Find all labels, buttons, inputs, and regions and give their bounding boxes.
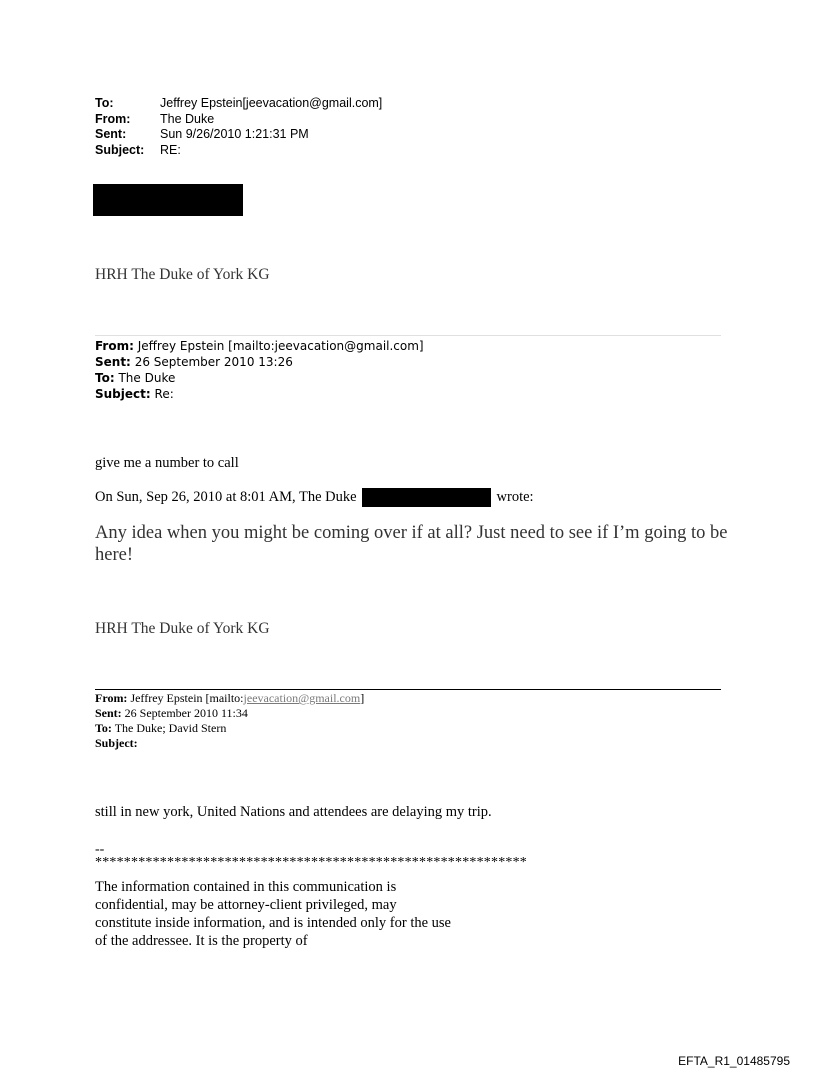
reply-1-to-row (95, 370, 424, 386)
reply-2-from-row (95, 691, 364, 706)
quote-intro-suffix: wrote: (496, 489, 534, 505)
reply-2-to-row (95, 721, 364, 736)
header-from-row (95, 112, 382, 128)
divider-light (95, 335, 721, 336)
reply-1-header (95, 338, 424, 402)
reply-2-subject-label: Subject: (95, 736, 138, 750)
to-label: To: (95, 96, 114, 110)
from-value: The Duke (160, 111, 215, 126)
reply-2-to-value: The Duke; David Stern (114, 721, 227, 735)
reply-2-from-suffix: ] (360, 691, 365, 705)
reply-1-subject-value: Re: (154, 387, 174, 401)
signature-1: HRH The Duke of York KG (95, 266, 270, 283)
signature-dashes: -- (95, 842, 105, 857)
redaction-block (93, 184, 243, 216)
reply-1-subject-label: Subject: (95, 387, 151, 401)
to-value: Jeffrey Epstein[jeevacation@gmail.com] (160, 96, 383, 110)
reply-2-from-label: From: (95, 691, 128, 705)
subject-label: Subject: (95, 142, 145, 157)
reply-2-sent-row (95, 706, 364, 721)
document-id: EFTA_R1_01485795 (678, 1054, 790, 1068)
reply-1-sent-value: 26 September 2010 13:26 (134, 355, 293, 369)
reply-2-email-link[interactable]: jeevacation@gmail.com (243, 691, 361, 705)
quote-intro (95, 488, 534, 507)
quoted-message: Any idea when you might be coming over if at all? Just need to see if I’m going to be here! (95, 523, 728, 565)
reply-2-from-prefix: Jeffrey Epstein [mailto: (130, 691, 244, 705)
reply-1-from-value: Jeffrey Epstein [mailto:jeevacation@gmail.com] (137, 339, 424, 353)
reply-1-from-row (95, 338, 424, 354)
reply-1-subject-row (95, 386, 424, 402)
reply-1-from-label: From: (95, 339, 134, 353)
sent-label: Sent: (95, 127, 127, 141)
reply-2-sent-label: Sent: (95, 706, 122, 720)
email-header (95, 96, 382, 158)
signature-2: HRH The Duke of York KG (95, 620, 270, 637)
reply-2-header (95, 691, 364, 751)
reply-2-sent-value: 26 September 2010 11:34 (124, 706, 248, 720)
quote-intro-prefix: On Sun, Sep 26, 2010 at 8:01 AM, The Duke (95, 489, 357, 505)
sent-value: Sun 9/26/2010 1:21:31 PM (160, 127, 309, 141)
redaction-inline (362, 488, 491, 507)
reply-1-sent-label: Sent: (95, 355, 131, 369)
header-to-row (95, 96, 382, 112)
reply-2-subject-row (95, 736, 364, 751)
signature-stars: ************************************************************ (95, 855, 527, 870)
divider-dark (95, 689, 721, 690)
reply-2-to-label: To: (95, 721, 112, 735)
reply-1-to-value: The Duke (118, 371, 176, 385)
header-sent-row (95, 127, 382, 143)
reply-1-sent-row (95, 354, 424, 370)
disclaimer-text: The information contained in this communication is confidential, may be attorney-client privileged, may constitute inside information, and is intended only for the use of the addressee. It is the property of (95, 879, 451, 949)
body-1-text: give me a number to call (95, 455, 239, 471)
header-subject-row (95, 143, 382, 159)
from-label: From: (95, 111, 131, 126)
reply-1-to-label: To: (95, 371, 115, 385)
body-2-text: still in new york, United Nations and attendees are delaying my trip. (95, 804, 492, 820)
subject-value: RE: (160, 142, 181, 157)
